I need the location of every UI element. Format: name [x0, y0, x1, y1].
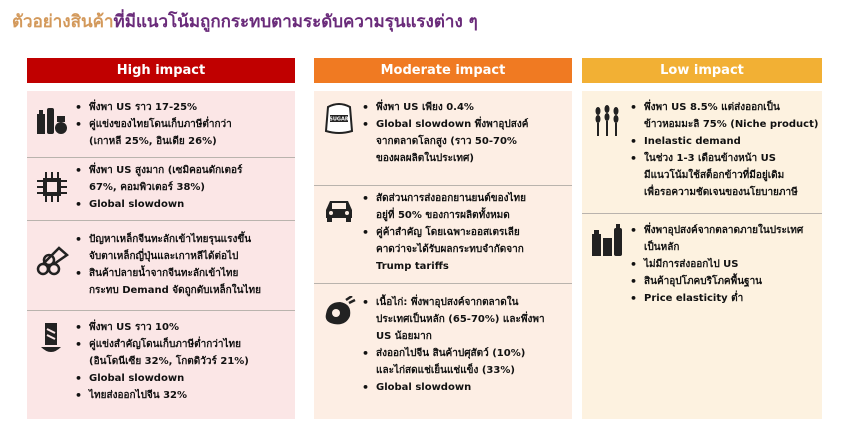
bullet: • คู่แข่งสำคัญโดนเก็บภาษีต่ำกว่าไทย: [75, 336, 249, 353]
high-impact-row-electronics: [27, 158, 295, 221]
consumer-goods-icon: [35, 104, 69, 138]
bullet: • คู่ค้าสำคัญ โดยเฉพาะออสเตรเลีย: [362, 224, 526, 241]
bullet: • พึ่งพา US 8.5% แต่ส่งออกเป็น: [630, 99, 818, 116]
bullet: จากตลาดโลกสูง (ราว 50-70%: [376, 136, 517, 147]
bullet: • พึ่งพาอุปสงค์จากตลาดภายในประเทศ: [630, 222, 803, 239]
bullet: เป็นหลัก: [644, 242, 680, 253]
bullet: • Price elasticity ต่ำ: [630, 290, 803, 307]
bullet: • พึ่งพา US ราว 10%: [75, 319, 249, 336]
rice-icon: [590, 103, 624, 137]
bullet: • ส่งออกไปจีน สินค้าปศุสัตว์ (10%): [362, 345, 545, 362]
bullet: (เกาหลี 25%, อินเดีย 26%): [89, 136, 217, 147]
bullet: US น้อยมาก: [376, 331, 432, 342]
bullet: • ไม่มีการส่งออกไป US: [630, 256, 803, 273]
high-impact-row-consumer-goods: [27, 91, 295, 158]
microchip-icon: [35, 170, 69, 204]
low-impact-row-rice: [582, 91, 822, 214]
low-impact-row-consumer-staples: [582, 214, 822, 420]
rubber-tapping-icon: [35, 323, 69, 357]
bullet: • สัดส่วนการส่งออกยานยนต์ของไทย: [362, 190, 526, 207]
meat-icon: [322, 296, 356, 330]
bullet: และไก่สดแช่เย็นแช่แข็ง (33%): [376, 365, 515, 376]
bullet: เพื่อรอความชัดเจนของนโยบายภาษี: [644, 187, 798, 198]
bullet: • สินค้าอุปโภคบริโภคพื้นฐาน: [630, 273, 803, 290]
page-title: [12, 8, 478, 35]
bullet: • คู่แข่งของไทยโดนเก็บภาษีต่ำกว่า: [75, 116, 232, 133]
bullet: Trump tariffs: [376, 261, 449, 272]
bullet: (อินโดนีเซีย 32%, โกตดิวัวร์ 21%): [89, 356, 249, 367]
low-impact-column: [582, 58, 822, 304]
moderate-impact-header: Moderate impact: [314, 58, 572, 83]
bullet: • พึ่งพา US เพียง 0.4%: [362, 99, 528, 116]
low-impact-body: [582, 91, 822, 419]
bullet: • Global slowdown: [75, 196, 242, 213]
bullet: จับตาเหล็กญี่ปุ่นและเกาหลีได้ต่อไป: [89, 251, 239, 262]
bullet: • Global slowdown พึ่งพาอุปสงค์: [362, 116, 528, 133]
bullet: • ไทยส่งออกไปจีน 32%: [75, 387, 249, 404]
bullet: ของผลผลิตในประเทศ): [376, 153, 474, 164]
bullet: • เนื้อไก่: พึ่งพาอุปสงค์จากตลาดใน: [362, 294, 545, 311]
bullet: คาดว่าจะได้รับผลกระทบจำกัดจาก: [376, 244, 524, 255]
car-icon: [322, 192, 356, 226]
moderate-impact-row-sugar: [314, 91, 572, 186]
steel-pipes-icon: [35, 243, 69, 277]
bullet: • Inelastic demand: [630, 133, 818, 150]
bullet: • ในช่วง 1-3 เดือนข้างหน้า US: [630, 150, 818, 167]
high-impact-body: [27, 91, 295, 419]
moderate-impact-row-auto: [314, 186, 572, 284]
moderate-impact-body: [314, 91, 572, 419]
bullet: 67%, คอมพิวเตอร์ 38%): [89, 182, 205, 193]
bullet: • พึ่งพา US ราว 17-25%: [75, 99, 232, 116]
bullet: • สินค้าปลายน้ำจากจีนทะลักเข้าไทย: [75, 265, 261, 282]
moderate-impact-column: [314, 58, 572, 393]
high-impact-header: High impact: [27, 58, 295, 83]
bullet: • ปัญหาเหล็กจีนทะลักเข้าไทยรุนแรงขึ้น: [75, 231, 261, 248]
bullet: ข้าวหอมมะลิ 75% (Niche product): [644, 119, 819, 130]
high-impact-row-steel: [27, 221, 295, 311]
title-part2: ที่มีแนวโน้มถูกกระทบตามระดับความรุนแรงต่าง ๆ: [113, 12, 478, 32]
high-impact-column: [27, 58, 295, 401]
bullet: กระทบ Demand จัดถูกดับเหล็กในไทย: [89, 285, 261, 296]
bullet: อยู่ที่ 50% ของการผลิตทั้งหมด: [376, 210, 510, 221]
svg-text:SUGAR: SUGAR: [329, 116, 349, 123]
bullet: • Global slowdown: [362, 379, 545, 396]
sugar-sack-icon: [322, 101, 356, 135]
moderate-impact-row-meat: [314, 284, 572, 420]
high-impact-row-rubber: [27, 311, 295, 421]
title-part1: ตัวอย่างสินค้า: [12, 12, 114, 32]
bullet: มีแนวโน้มใช้สต็อกข้าวที่มีอยู่เดิม: [644, 170, 785, 181]
groceries-icon: [590, 224, 624, 258]
bullet: • Global slowdown: [75, 370, 249, 387]
bullet: ประเทศเป็นหลัก (65-70%) และพึ่งพา: [376, 314, 545, 325]
bullet: • พึ่งพา US สูงมาก (เซมิคอนดักเตอร์: [75, 162, 242, 179]
low-impact-header: Low impact: [582, 58, 822, 83]
